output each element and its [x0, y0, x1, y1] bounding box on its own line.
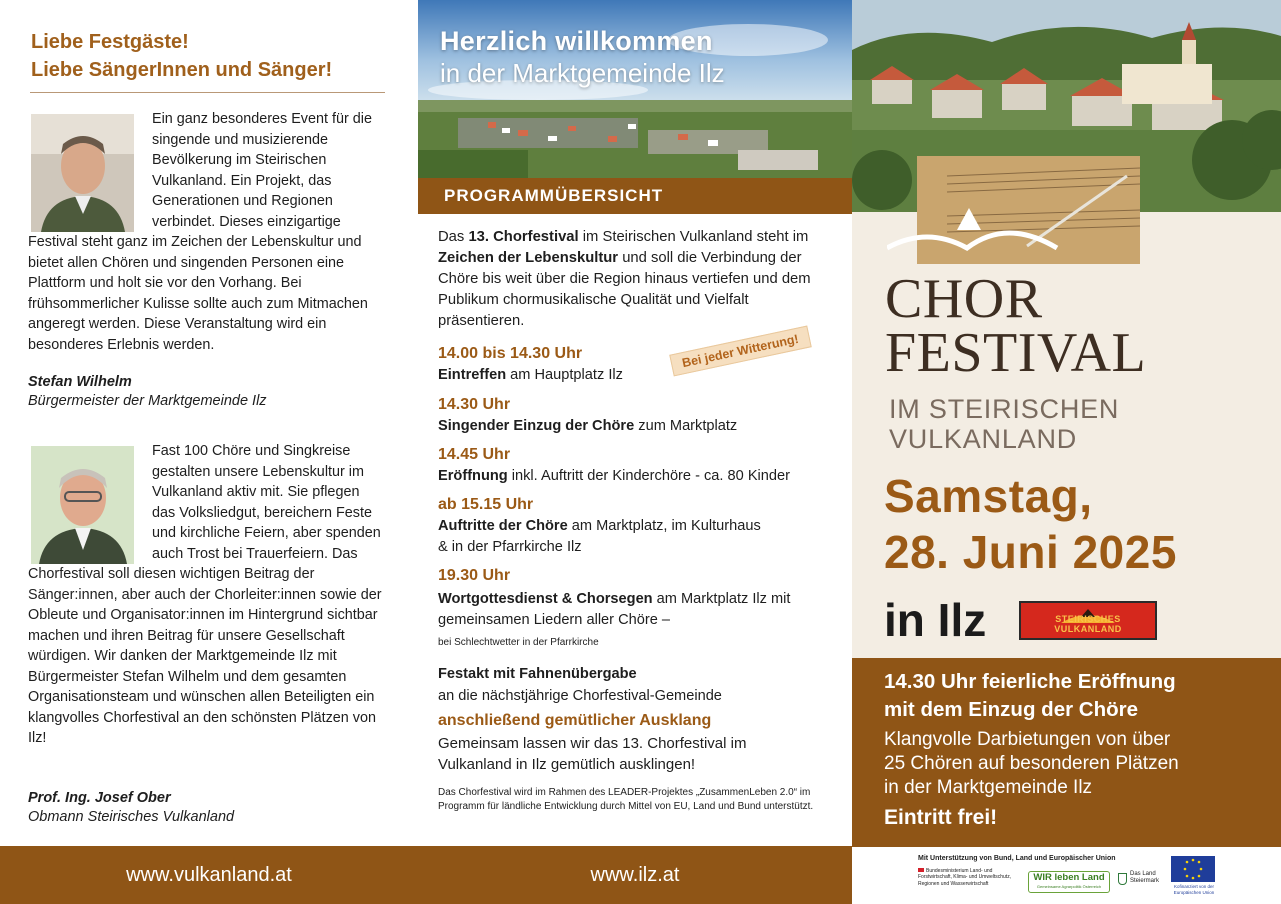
free-entry: Eintritt frei!: [884, 806, 998, 829]
eu-caption: Kofinanziert von der Europäischen Union: [1173, 884, 1215, 895]
bad-weather-note: bei Schlechtwetter in der Pfarrkirche: [438, 637, 599, 648]
ministry-logo: Bundesministerium Land- und Forstwirtschaft, Klima- und Umweltschutz, Regionen und Wasserwirtschaft: [918, 868, 1012, 887]
hero-subtitle: in der Marktgemeinde Ilz: [440, 58, 725, 88]
flag-icon: [918, 868, 924, 872]
section-heading-program: PROGRAMMÜBERSICHT: [418, 178, 852, 214]
event-date: Samstag, 28. Juni 2025: [884, 470, 1177, 578]
opening-info-box: 14.30 Uhr feierliche Eröffnung mit dem Einzug der Chöre Klangvolle Darbietungen von über 25 Chören auf besonderen Plätzen in der Marktgemeinde Ilz Eintritt frei!: [852, 658, 1281, 847]
welcome-column: [0, 0, 418, 904]
program-item: 19.30 Uhr Wortgottesdienst & Chorsegen am Marktplatz Ilz mit gemeinsamen Liedern aller Chöre – bei Schlechtwetter in der Pfarrkirche: [438, 567, 838, 650]
footer-url-vulkanland[interactable]: www.vulkanland.at: [0, 846, 418, 904]
program-ausklang: anschließend gemütlicher Ausklang Gemeinsam lassen wir das 13. Chorfestival im Vulkanland in Ilz gemütlich ausklingen!: [438, 712, 747, 773]
eu-flag-icon: [1171, 856, 1215, 882]
steiermark-logo: Das Land Steiermark: [1118, 869, 1162, 895]
program-intro: Das 13. Chorfestival im Steirischen Vulkanland steht im Zeichen der Lebenskultur und soll die Verbindung der Chöre bis weit über die Region hinaus vertiefen und dem Publikum chormusikalische Qualität und Vielfalt präsentieren.: [438, 229, 811, 329]
cover-column: [852, 0, 1281, 904]
weather-stamp: Bei jeder Witterung!: [669, 326, 811, 377]
hero-title: Herzlich willkommen: [440, 26, 713, 56]
sponsor-strip: Mit Unterstützung von Bund, Land und Europäischer Union Bundesministerium Land- und Forstwirtschaft, Klima- und Umweltschutz, Regionen und Wasserwirtschaft WIR leben Land Gemeinsame Agrarpolitik Österreich Das Land Steiermark Kofinanziert von der Europäischen Union: [852, 847, 1281, 904]
program-item: ab 15.15 Uhr Auftritte der Chöre am Marktplatz, im Kulturhaus & in der Pfarrkirche Ilz: [438, 496, 761, 555]
greeting-heading: Liebe Festgäste! Liebe SängerInnen und Sänger!: [31, 31, 333, 81]
coat-of-arms-icon: [1118, 873, 1127, 885]
letter-chairman: Fast 100 Chöre und Singkreise gestalten unsere Lebenskultur im Vulkanland aktiv mit. Sie pflegen das Volksliedgut, bereichern Feste und kirchliche Feiern, aber spenden auch Trost bei Trauerfeiern. Das Chorfestival soll diesen wichtigen Beitrag der Sänger:innen, aber auch der Chorleiter:innen sowie der Obleute und Organisator:innen im Hintergrund sichtbar machen und ihren Beitrag für unsere Gesellschaft würdigen. Wir danken der Marktgemeinde Ilz mit Bürgermeister Stefan Wilhelm und dem gesamten Organisationsteam und wünschen allen Beteiligten ein klangvolles Chorfestival an den schönsten Plätzen von Ilz!: [28, 443, 382, 746]
program-column: [418, 0, 852, 904]
event-location: in Ilz: [884, 594, 987, 646]
wir-leben-land-logo: WIR leben Land Gemeinsame Agrarpolitik Österreich: [1028, 871, 1110, 893]
footer-url-ilz[interactable]: www.ilz.at: [418, 846, 852, 904]
signature-chairman: Prof. Ing. Josef Ober Obmann Steirisches Vulkanland: [28, 790, 235, 825]
divider: [30, 92, 385, 93]
vulkanland-logo: STEIRISCHES VULKANLAND: [1019, 601, 1157, 640]
sheet-music-image: [887, 156, 1140, 264]
festival-subtitle: IM STEIRISCHEN VULKANLAND: [889, 394, 1120, 454]
program-festakt: Festakt mit Fahnenübergabe an die nächstjährige Chorfestival-Gemeinde: [438, 666, 722, 704]
signature-mayor: Stefan Wilhelm Bürgermeister der Marktgemeinde Ilz: [28, 374, 267, 409]
festival-title: CHOR FESTIVAL: [885, 268, 1147, 384]
letter-mayor: Ein ganz besonderes Event für die singende und musizierende Bevölkerung im Steirischen Vulkanland. Ein Projekt, das Generationen und Regionen verbindet. Dieses einzigartige Festival steht ganz im Zeichen der Lebenskultur und bietet allen Chören und singenden Personen eine Plattform und holt sie vor den Vorhang. Bei frühsommerlicher Kulisse sollte auch zum Mitmachen angeregt werden. Diese Veranstaltung wird ein besonderes Erlebnis werden.: [28, 111, 372, 353]
aerial-photo: [418, 0, 852, 180]
program-item: 14.45 Uhr Eröffnung inkl. Auftritt der Kinderchöre - ca. 80 Kinder: [438, 446, 791, 484]
funding-note: Das Chorfestival wird im Rahmen des LEADER-Projektes „ZusammenLeben 2.0“ im Programm für ländliche Entwicklung durch Mittel von EU, Land und Bund unterstützt.: [438, 787, 814, 812]
program-item: 14.00 bis 14.30 Uhr Eintreffen am Hauptplatz Ilz: [438, 345, 623, 383]
program-item: 14.30 Uhr Singender Einzug der Chöre zum Marktplatz: [438, 396, 738, 434]
